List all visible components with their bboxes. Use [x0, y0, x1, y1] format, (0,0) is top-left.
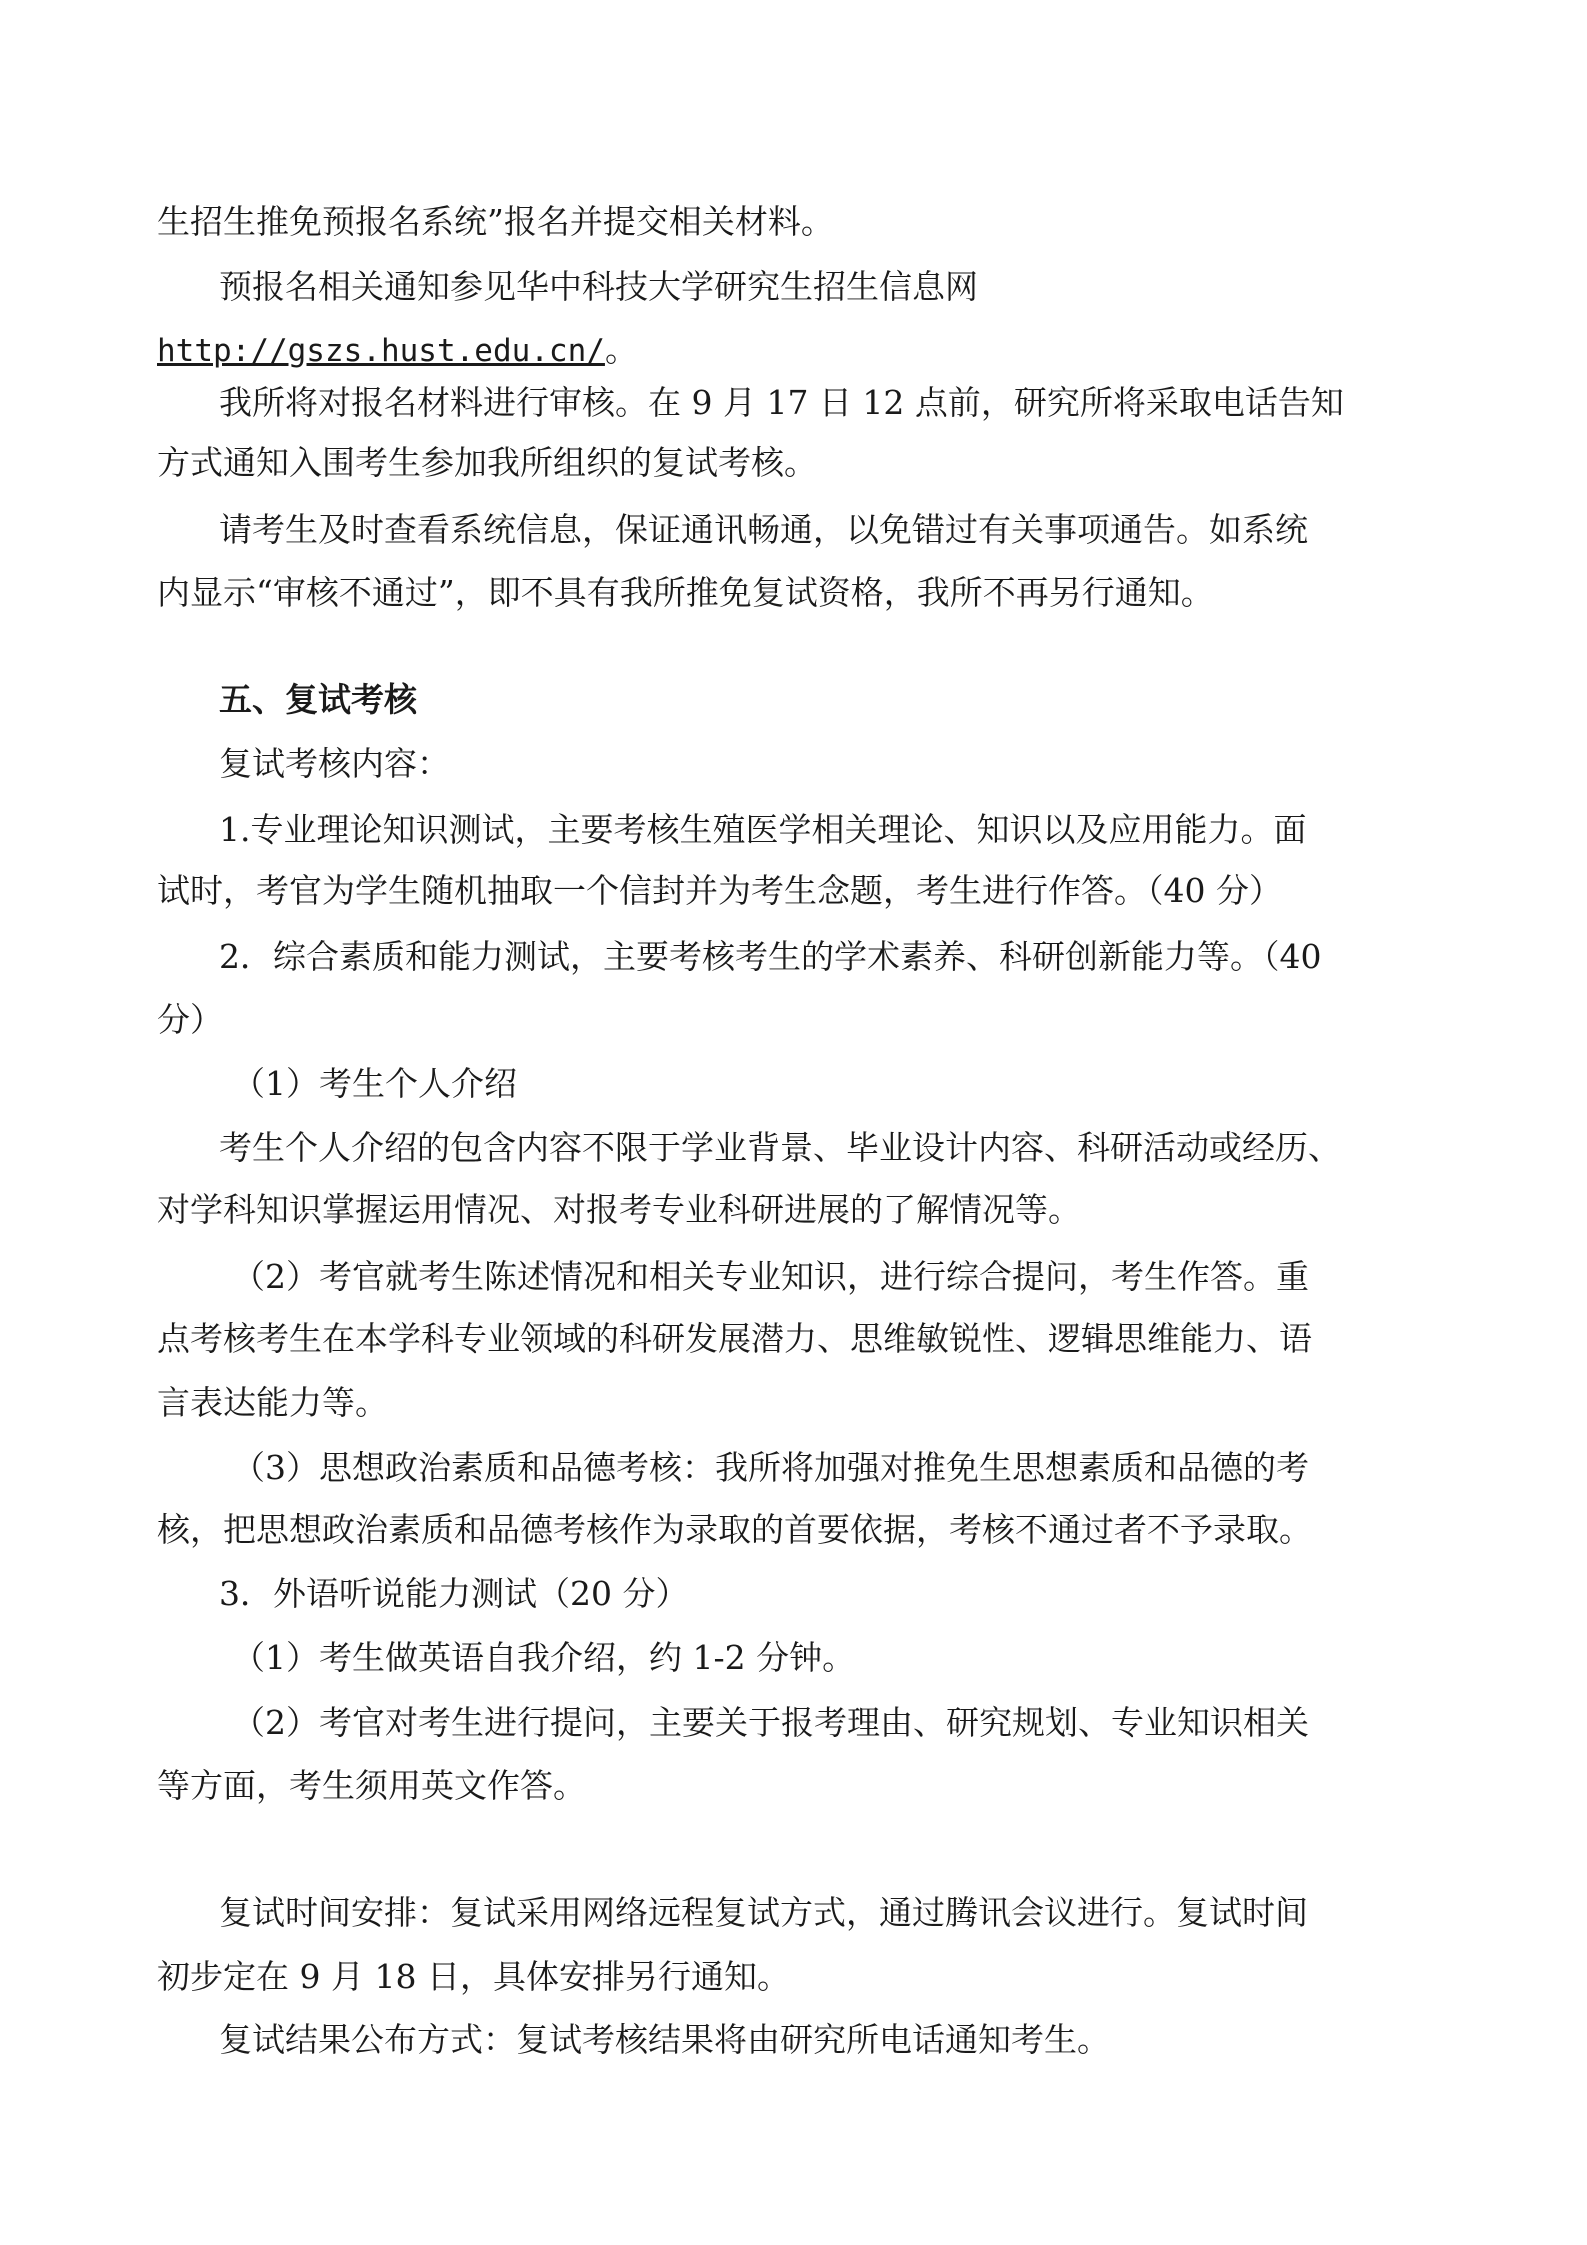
section-heading-retest: 五、复试考核 — [219, 680, 417, 719]
text-line-14: （1）考生个人介绍 — [232, 1064, 517, 1103]
text-line-1: 生招生推免预报名系统”报名并提交相关材料。 — [157, 202, 834, 241]
url-line-suffix: 。 — [604, 330, 638, 369]
text-line-6: 请考生及时查看系统信息，保证通讯畅通，以免错过有关事项通告。如系统 — [219, 510, 1308, 549]
text-line-24: （2）考官对考生进行提问，主要关于报考理由、研究规划、专业知识相关 — [232, 1703, 1309, 1742]
text-line-16: 对学科知识掌握运用情况、对报考专业科研进展的了解情况等。 — [157, 1190, 1081, 1229]
text-line-27: 初步定在 9 月 18 日，具体安排另行通知。 — [157, 1957, 790, 1996]
text-line-23: （1）考生做英语自我介绍，约 1-2 分钟。 — [232, 1638, 856, 1677]
text-line-25: 等方面，考生须用英文作答。 — [157, 1766, 586, 1805]
text-line-19: 言表达能力等。 — [157, 1383, 388, 1422]
text-line-4: 我所将对报名材料进行审核。在 9 月 17 日 12 点前，研究所将采取电话告知 — [219, 383, 1344, 422]
text-line-15: 考生个人介绍的包含内容不限于学业背景、毕业设计内容、科研活动或经历、 — [219, 1128, 1341, 1167]
text-line-21: 核，把思想政治素质和品德考核作为录取的首要依据，考核不通过者不予录取。 — [157, 1510, 1312, 1549]
text-line-13: 分） — [157, 1000, 223, 1039]
text-line-22: 3．外语听说能力测试（20 分） — [219, 1574, 689, 1613]
text-line-18: 点考核考生在本学科专业领域的科研发展潜力、思维敏锐性、逻辑思维能力、语 — [157, 1319, 1312, 1358]
text-line-12: 2．综合素质和能力测试，主要考核考生的学术素养、科研创新能力等。（40 — [219, 937, 1322, 976]
text-line-7: 内显示“审核不通过”，即不具有我所推免复试资格，我所不再另行通知。 — [157, 573, 1214, 612]
text-line-17: （2）考官就考生陈述情况和相关专业知识，进行综合提问，考生作答。重 — [232, 1257, 1309, 1296]
text-line-10: 1.专业理论知识测试，主要考核生殖医学相关理论、知识以及应用能力。面 — [219, 810, 1307, 849]
text-line-26: 复试时间安排：复试采用网络远程复试方式，通过腾讯会议进行。复试时间 — [219, 1893, 1308, 1932]
url-line — [157, 328, 638, 373]
text-line-28: 复试结果公布方式：复试考核结果将由研究所电话通知考生。 — [219, 2020, 1110, 2059]
text-line-11: 试时，考官为学生随机抽取一个信封并为考生念题，考生进行作答。（40 分） — [157, 871, 1282, 910]
text-line-20: （3）思想政治素质和品德考核：我所将加强对推免生思想素质和品德的考 — [232, 1448, 1309, 1487]
text-line-2: 预报名相关通知参见华中科技大学研究生招生信息网 — [219, 267, 978, 306]
text-line-5: 方式通知入围考生参加我所组织的复试考核。 — [157, 443, 817, 482]
hust-admissions-link[interactable]: http://gszs.hust.edu.cn/ — [157, 333, 605, 369]
text-line-9: 复试考核内容： — [219, 744, 450, 783]
